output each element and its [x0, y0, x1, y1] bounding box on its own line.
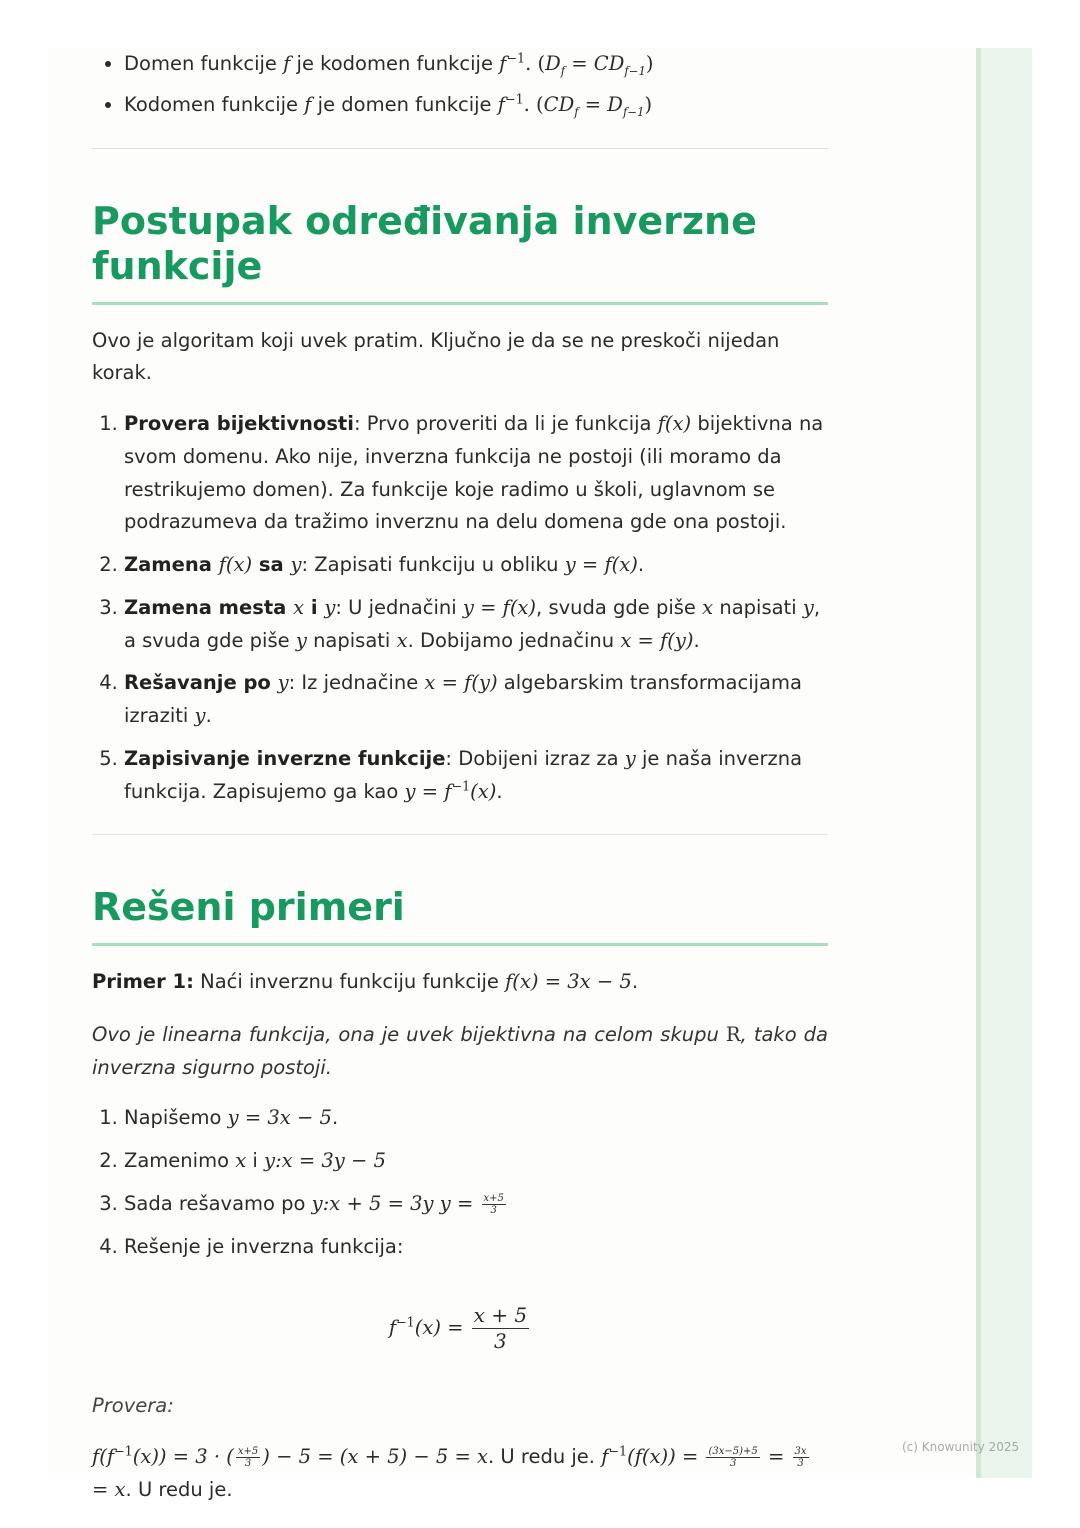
bullet-codomain: • Kodomen funkcije f je domen funkcije $f^{-1}$. $(CD_f = D_{f-1})$ [124, 89, 828, 122]
fraction: $\frac{x+5}{3}$ [483, 1192, 504, 1216]
section-title-procedure: Postupak određivanja inverzne funkcije [92, 149, 828, 305]
step-3: 3. Zamena mesta x i y: U jednačini y = f(x), svuda gde piše x napisati y, a svuda gde piše y napisati x. Dobijamo jednačinu x = f(y). [124, 592, 828, 658]
side-bar [976, 48, 1032, 1478]
procedure-intro: Ovo je algoritam koji uvek pratim. Ključno je da se ne preskoči nijedan korak. [92, 328, 780, 385]
fraction: $\frac{3x}{3}$ [794, 1446, 807, 1470]
example-1-steps [92, 1102, 828, 1263]
check-computation: $f(f^{-1}(x)) = 3$ · ( $\frac{x+5}{3}$ ) − 5 = (x + 5) − 5 = x. U redu je. $f^{-1}(f(x))$ = $\frac{(3x-5)+5}{3}$ = $\frac{3x}{3}$ = x. U redu je. [92, 1443, 807, 1501]
step-2: 2. Zamena f(x) sa y: Zapisati funkciju u obliku y = f(x). [124, 549, 828, 582]
example-1-statement: Primer 1: Naći inverznu funkciju funkcije f(x) = 3x − 5. [92, 970, 639, 994]
inverse-function-formula: $f^{-1}(x)$ = $\frac{x + 5}{3}$ [388, 1303, 528, 1354]
example-step-2: 2. Zamenimo x i y:x = 3y − 5 [124, 1145, 828, 1178]
document-content [92, 48, 828, 1507]
example-step-4: 4. Rešenje je inverzna funkcija: [124, 1231, 828, 1264]
step-5: 5. Zapisivanje inverzne funkcije: Dobijeni izraz za y je naša inverzna funkcija. Zapisujemo ga kao $y = f^{-1}(x)$. [124, 743, 828, 809]
bullet-domain: • Domen funkcije f je kodomen funkcije $f^{-1}$. $(D_f = CD_{f-1})$ [124, 48, 828, 81]
watermark: (c) Knowunity 2025 [902, 1440, 1020, 1454]
section-title-examples: Rešeni primeri [92, 835, 828, 946]
fraction: $\frac{(3x-5)+5}{3}$ [708, 1446, 758, 1470]
example-1-note: Ovo je linearna funkcija, ona je uvek bijektivna na celom skupu R, tako da inverzna sigurno postoji. [92, 1022, 828, 1079]
domain-bullets [92, 48, 828, 122]
example-step-1: 1. Napišemo y = 3x − 5. [124, 1102, 828, 1135]
procedure-steps [92, 408, 828, 808]
step-4: 4. Rešavanje po y: Iz jednačine x = f(y) algebarskim transformacijama izraziti y. [124, 667, 828, 733]
step-1: 1. Provera bijektivnosti: Prvo proveriti da li je funkcija f(x) bijektivna na svom domenu. Ako nije, inverzna funkcija ne postoji (ili moramo da restrikujemo domen). Za funkcije koje radimo u školi, uglavnom se podrazumeva da tražimo inverznu na delu domena gde ona postoji. [124, 408, 828, 539]
example-step-3: 3. Sada rešavamo po y:x + 5 = 3y y = $\frac{x+5}{3}$ [124, 1188, 828, 1221]
fraction: $\frac{x + 5}{3}$ [473, 1303, 528, 1354]
fraction: $\frac{x+5}{3}$ [237, 1446, 259, 1470]
check-label: Provera: [92, 1394, 174, 1418]
